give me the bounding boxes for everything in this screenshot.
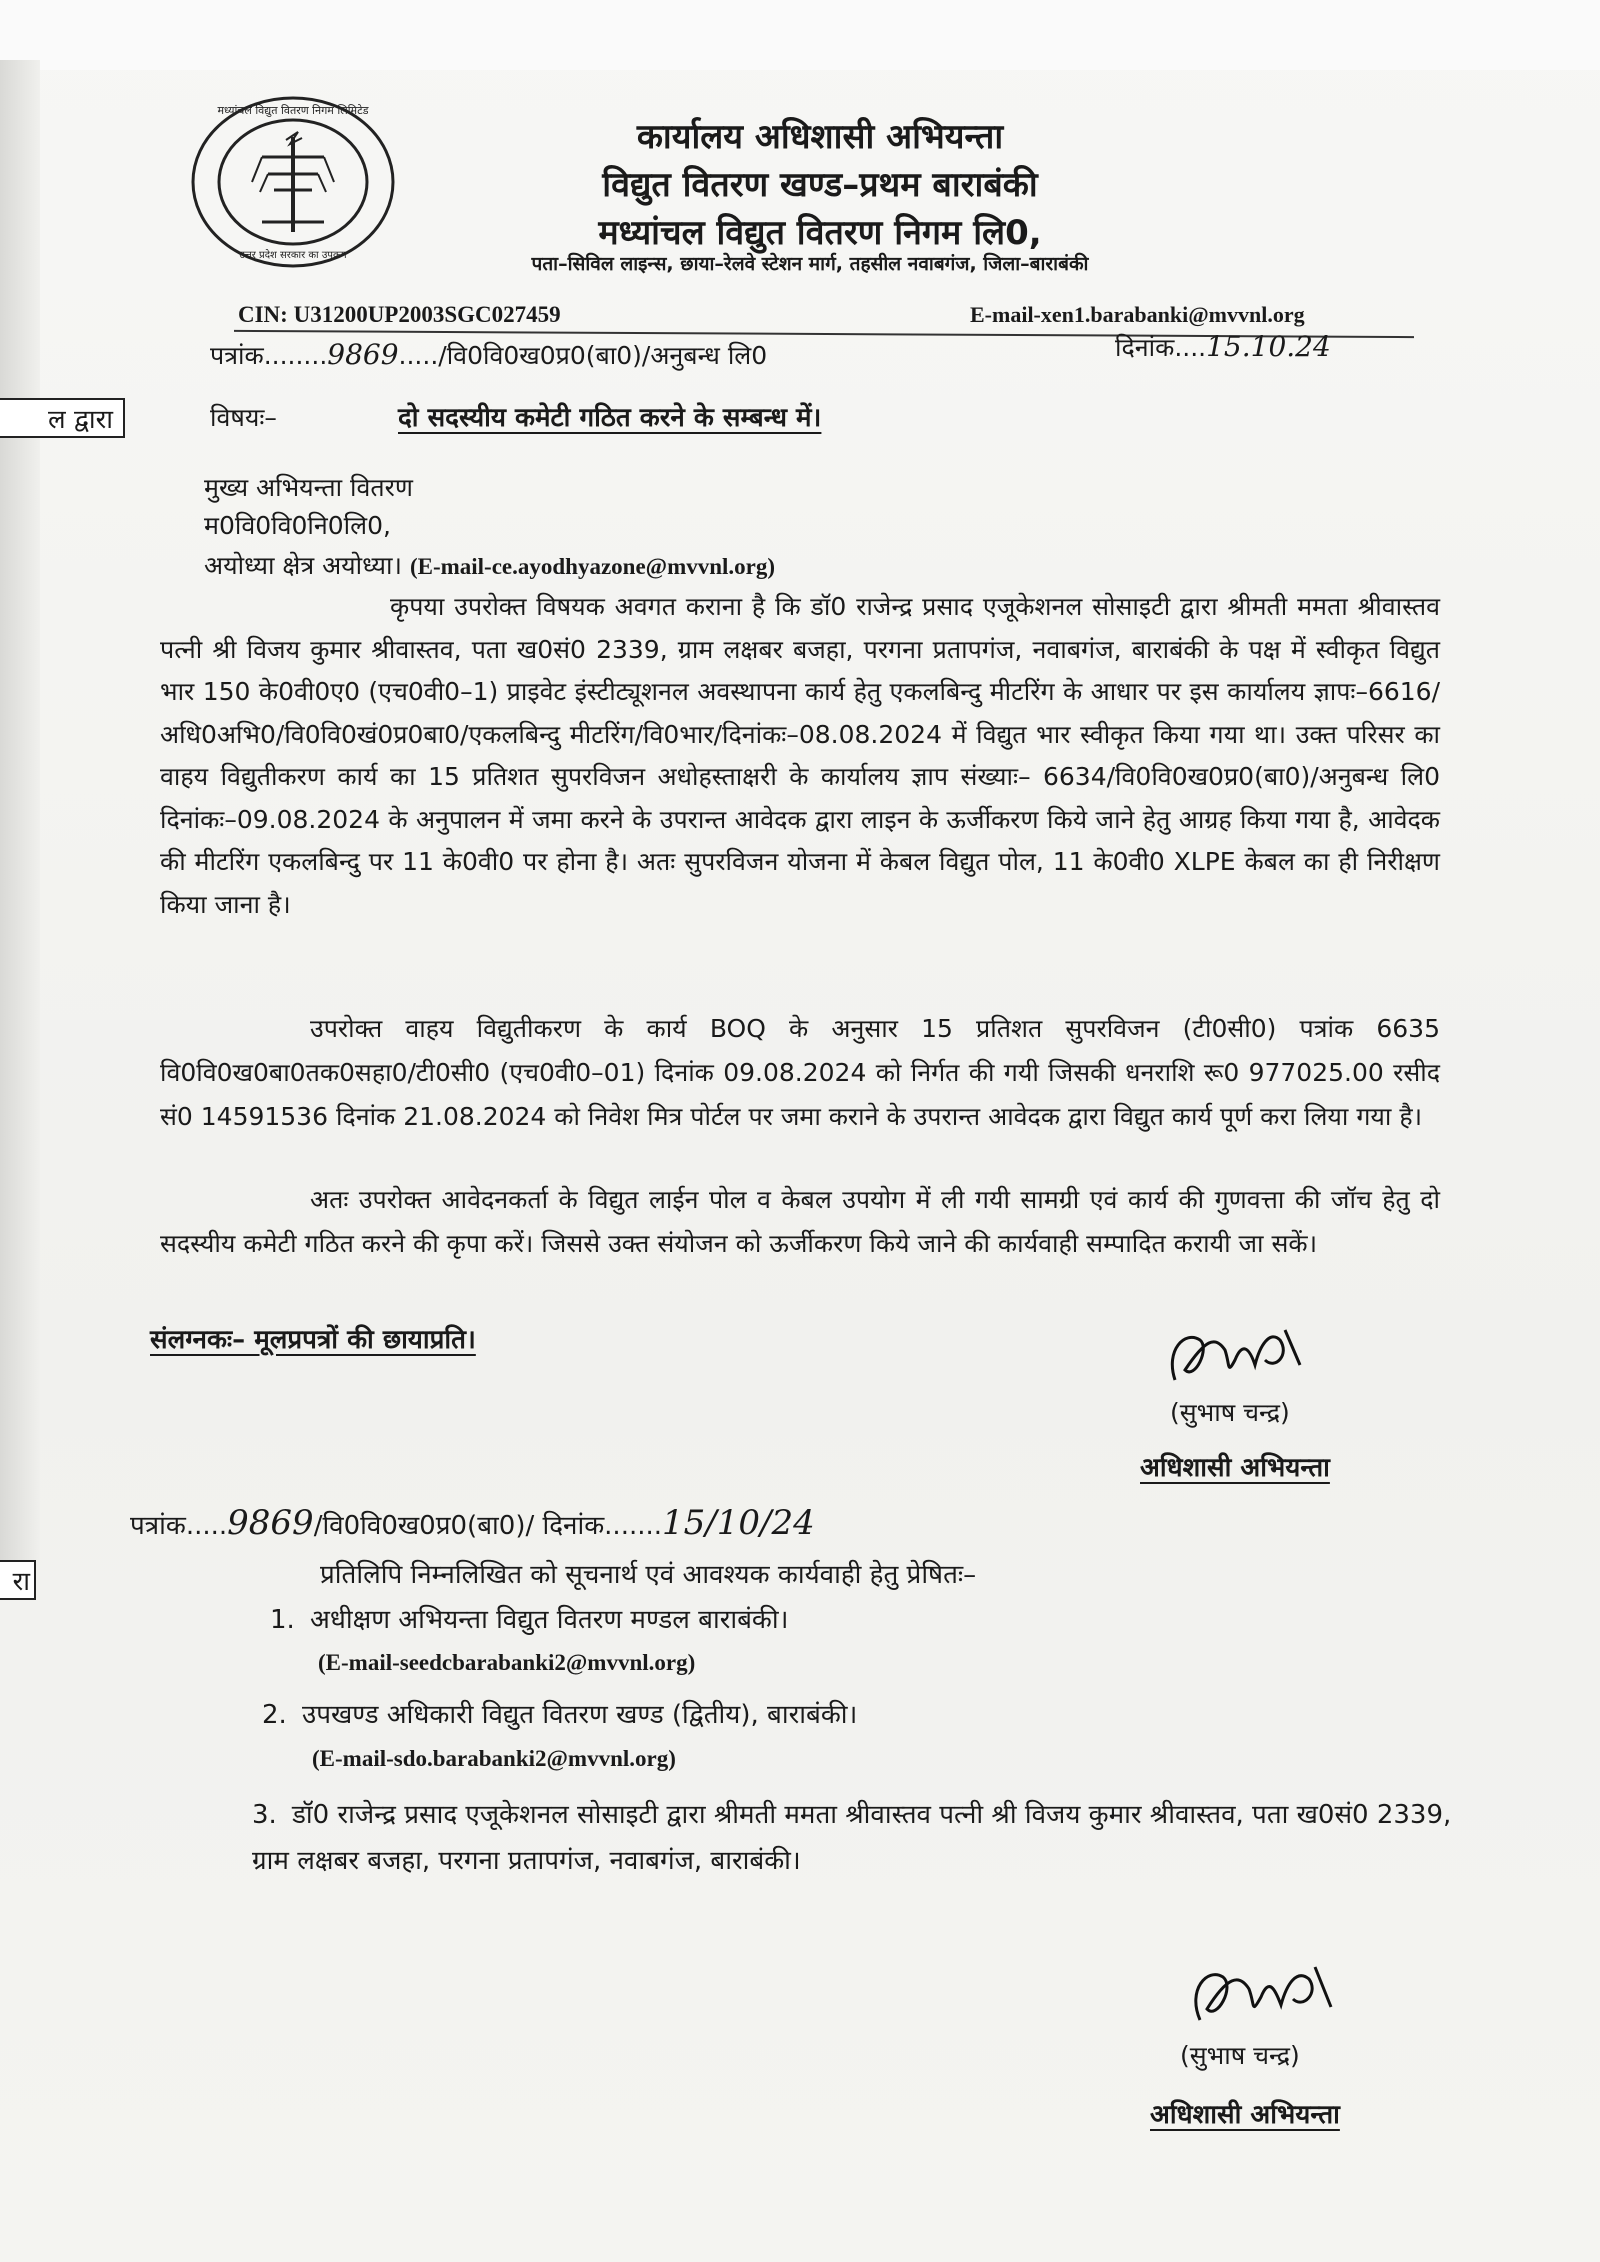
copy-ref-label: पत्रांक	[130, 1511, 186, 1541]
addressee-line-2: म0वि0वि0नि0लि0,	[204, 511, 391, 540]
copy-item-1-email: (E-mail-seedcbarabanki2@mvvnl.org)	[318, 1650, 696, 1675]
cin-number: CIN: U31200UP2003SGC027459	[238, 302, 561, 327]
signature-mark-2	[1175, 1945, 1345, 2045]
copy-item-3-text: डॉ0 राजेन्द्र प्रसाद एजूकेशनल सोसाइटी द्वारा श्रीमती ममता श्रीवास्तव पत्नी श्री विजय कुमार श्रीवास्तव, पता ख0सं0 2339, ग्राम लक्षबर बजहा, परगना प्रतापगंज, नवाबगंज, बाराबंकी।	[252, 1800, 1452, 1876]
date-line: दिनांक....15.10.24	[1115, 330, 1331, 363]
addressee-line-1: मुख्य अभियन्ता वितरण	[204, 473, 413, 502]
copy-item-2-email: (E-mail-sdo.barabanki2@mvvnl.org)	[312, 1746, 676, 1771]
corporation-logo	[182, 92, 404, 272]
office-title: कार्यालय अधिशासी अभियन्ता	[636, 117, 1004, 157]
addressee-line-3	[204, 548, 775, 582]
signatory-name-1: (सुभाष चन्द्र)	[1170, 1398, 1290, 1427]
reference-line: पत्रांक........9869...../वि0वि0ख0प्र0(बा0)/अनुबन्ध लि0	[210, 338, 768, 371]
copy-ref-number: 9869	[227, 1503, 314, 1543]
side-tab-label-top: ल द्वारा	[0, 398, 125, 438]
addressee-city: अयोध्या क्षेत्र अयोध्या।	[204, 551, 402, 580]
date-label: दिनांक	[1115, 333, 1175, 362]
ref-suffix: /वि0वि0ख0प्र0(बा0)/अनुबन्ध लि0	[438, 341, 768, 370]
copy-item-2-number: 2.	[262, 1700, 287, 1730]
signatory-designation-2: अधिशासी अभियन्ता	[1150, 2100, 1340, 2130]
body-paragraph-2: उपरोक्त वाहय विद्युतीकरण के कार्य BOQ के अनुसार 15 प्रतिशत सुपरविजन (टी0सी0) पत्रांक 6635 वि0वि0ख0बा0तक0सहा0/टी0सी0 (एच0वी0–01) दिनांक 09.08.2024 को निर्गत की गयी जिसकी धनराशि रू0 977025.00 रसीद सं0 14591536 दिनांक 21.08.2024 को निवेश मित्र पोर्टल पर जमा कराने के उपरान्त आवेदक द्वारा विद्युत कार्य पूर्ण करा लिया गया है।	[160, 1014, 1440, 1131]
subject-text: दो सदस्यीय कमेटी गठित करने के सम्बन्ध में।	[398, 403, 822, 433]
division-title: विद्युत वितरण खण्ड–प्रथम बाराबंकी	[602, 165, 1038, 205]
copy-item-1-number: 1.	[270, 1605, 295, 1635]
copy-ref-date: 15/10/24	[662, 1503, 815, 1543]
ref-label: पत्रांक	[210, 341, 264, 370]
copy-item-2-text: उपखण्ड अधिकारी विद्युत वितरण खण्ड (द्वितीय), बाराबंकी।	[302, 1700, 858, 1730]
date-value: 15.10.24	[1206, 330, 1331, 363]
corporation-title: मध्यांचल विद्युत वितरण निगम लि0,	[598, 213, 1042, 253]
copy-reference-line: पत्रांक.....9869/वि0वि0ख0प्र0(बा0)/ दिनांक.......15/10/24	[130, 1503, 815, 1543]
logo-ring-text: मध्यांचल विद्युत वितरण निगम लिमिटेड	[217, 104, 369, 117]
paper-left-shadow	[0, 60, 40, 1560]
body-paragraph-1: कृपया उपरोक्त विषयक अवगत कराना है कि डॉ0 राजेन्द्र प्रसाद एजूकेशनल सोसाइटी द्वारा श्रीमती ममता श्रीवास्तव पत्नी श्री विजय कुमार श्रीवास्तव, पता ख0सं0 2339, ग्राम लक्षबर बजहा, परगना प्रतापगंज, नवाबगंज, बाराबंकी के पक्ष में स्वीकृत विद्युत भार 150 के0वी0ए0 (एच0वी0–1) प्राइवेट इंस्टीट्यूशनल अवस्थापना कार्य हेतु एकलबिन्दु मीटरिंग के आधार पर इस कार्यालय ज्ञापः–6616/अधि0अभि0/वि0वि0खं0प्र0बा0/एकलबिन्दु मीटरिंग/वि0भार/दिनांकः–08.08.2024 में विद्युत भार स्वीकृत किया गया था। उक्त परिसर का वाहय विद्युतीकरण कार्य का 15 प्रतिशत सुपरविजन अधोहस्ताक्षरी के कार्यालय ज्ञाप संख्याः– 6634/वि0वि0ख0प्र0(बा0)/अनुबन्ध लि0 दिनांकः–09.08.2024 के अनुपालन में जमा करने के उपरान्त आवेदक द्वारा लाइन के ऊर्जीकरण किये जाने हेतु आग्रह किया गया है, आवेदक की मीटरिंग एकलबिन्दु पर 11 के0वी0 पर होना है। अतः सुपरविजन योजना में केबल विद्युत पोल, 11 के0वी0 XLPE केबल का ही निरीक्षण किया जाना है।	[160, 592, 1440, 919]
signature-mark-1	[1155, 1310, 1315, 1400]
copy-item-3-number: 3.	[252, 1800, 277, 1830]
office-address: पता–सिविल लाइन्स, छाया–रेलवे स्टेशन मार्ग, तहसील नवाबगंज, जिला–बाराबंकी	[531, 253, 1089, 275]
paper-top-edge	[0, 0, 1600, 70]
signatory-name-2: (सुभाष चन्द्र)	[1180, 2041, 1300, 2070]
signatory-designation-1: अधिशासी अभियन्ता	[1140, 1453, 1330, 1483]
office-email: E-mail-xen1.barabanki@mvvnl.org	[970, 302, 1305, 327]
copy-item-1	[270, 1600, 789, 1636]
copy-ref-suffix: /वि0वि0ख0प्र0(बा0)/ दिनांक	[313, 1511, 605, 1541]
logo-bottom-text: उत्तर प्रदेश सरकार का उपक्रम	[239, 250, 347, 261]
copy-item-3	[252, 1792, 1492, 1884]
copy-item-2	[262, 1695, 857, 1731]
addressee-email: (E-mail-ce.ayodhyazone@mvvnl.org)	[409, 554, 776, 579]
subject-label: विषयः–	[210, 403, 277, 432]
ref-number: 9869	[327, 338, 399, 371]
body-paragraph-3: अतः उपरोक्त आवेदनकर्ता के विद्युत लाईन पोल व केबल उपयोग में ली गयी सामग्री एवं कार्य की गुणवत्ता की जॉच हेतु दो सदस्यीय कमेटी गठित करने की कृपा करें। जिससे उक्त संयोजन को ऊर्जीकरण किये जाने की कार्यवाही सम्पादित करायी जा सकें।	[160, 1185, 1440, 1258]
copy-heading: प्रतिलिपि निम्नलिखित को सूचनार्थ एवं आवश्यक कार्यवाही हेतु प्रेषितः–	[320, 1560, 977, 1590]
copy-item-1-text: अधीक्षण अभियन्ता विद्युत वितरण मण्डल बाराबंकी।	[310, 1605, 789, 1635]
enclosure-note: संलग्नकः– मूलप्रपत्रों की छायाप्रति।	[150, 1325, 476, 1355]
side-tab-label-bottom: रा	[0, 1560, 36, 1600]
